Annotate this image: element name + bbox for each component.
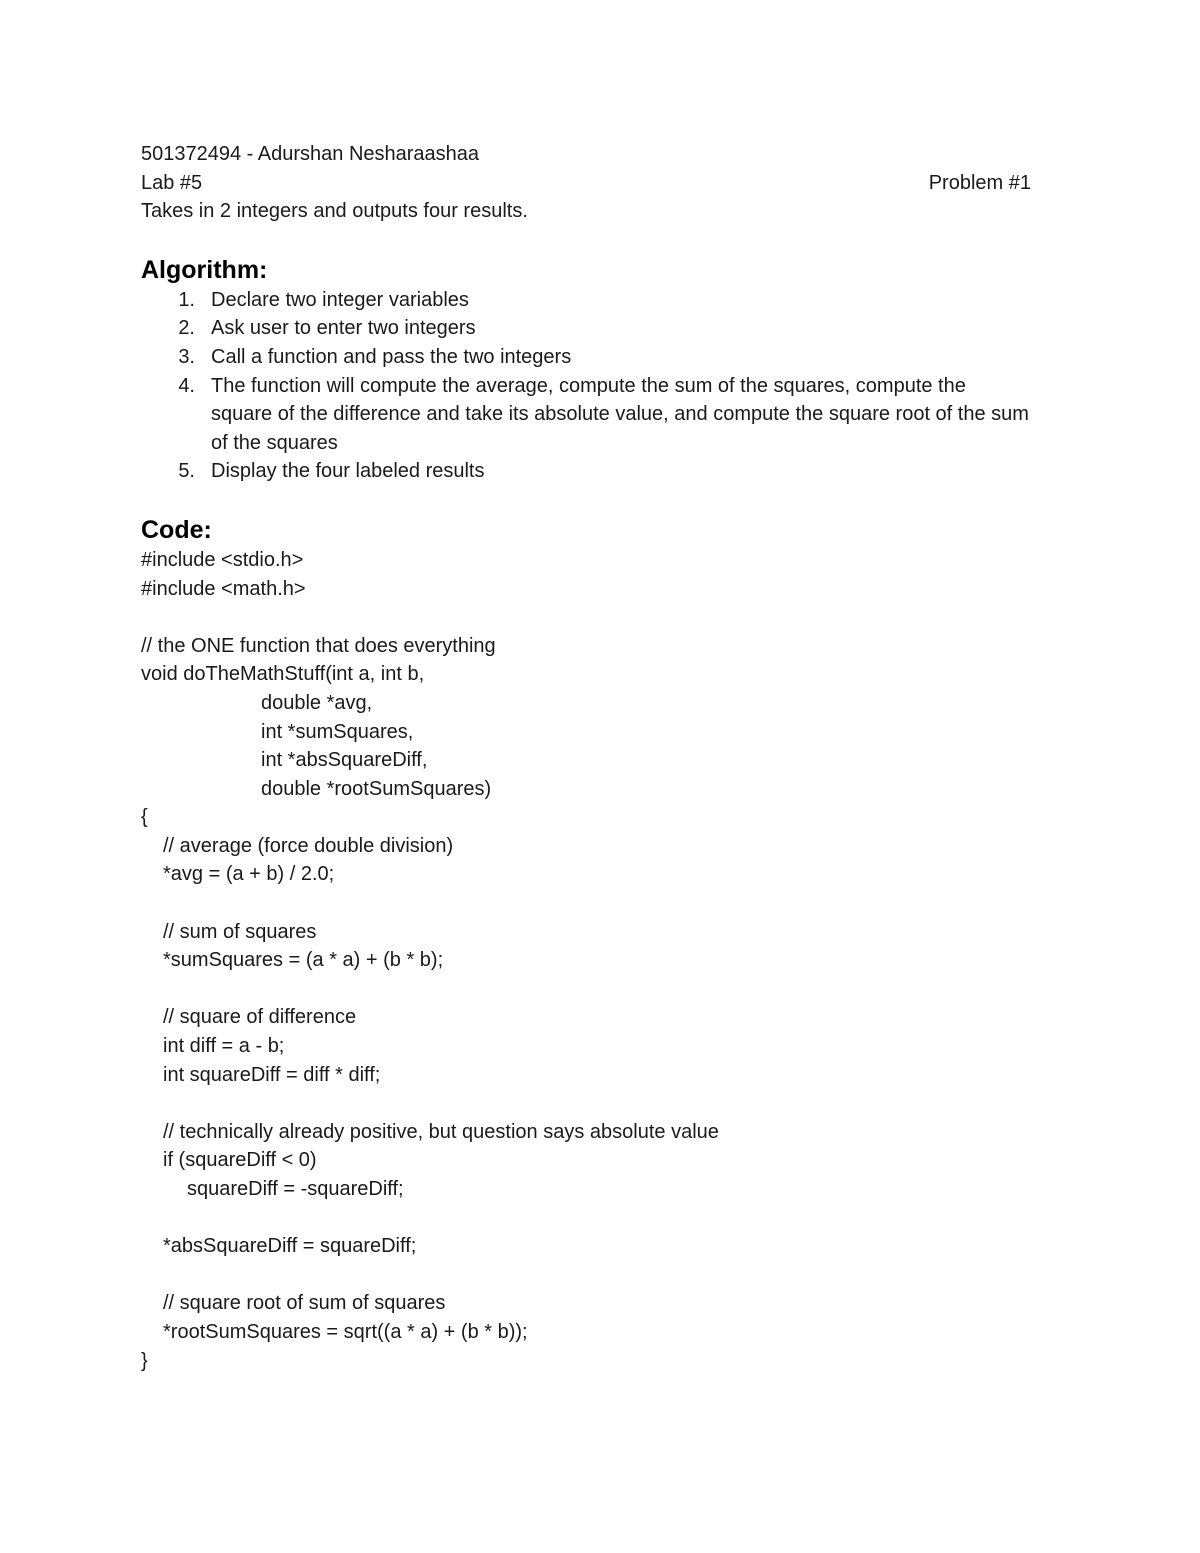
author-line: 501372494 - Adurshan Nesharaashaa [141,143,480,165]
code-line: // square of difference [163,1006,357,1029]
code-line: if (squareDiff < 0) [163,1149,317,1172]
step-number: 2. [178,317,195,340]
code-line: int diff = a - b; [163,1035,285,1058]
step-text: Display the four labeled results [211,460,485,483]
step-text: Call a function and pass the two integers [211,345,572,368]
code-line: // technically already positive, but question says absolute value [163,1120,719,1143]
document-page [141,140,1031,1375]
code-line: int squareDiff = diff * diff; [163,1063,381,1086]
code-line: int *sumSquares, [261,720,414,743]
code-line: // sum of squares [163,920,317,943]
code-line: *absSquareDiff = squareDiff; [163,1235,417,1258]
code-line: void doTheMathStuff(int a, int b, [141,663,425,686]
step-number: 3. [178,345,195,368]
code-line [141,603,1031,632]
code-line: *rootSumSquares = sqrt((a * a) + (b * b)); [163,1320,528,1343]
algorithm-step [141,314,1031,343]
step-text: Declare two integer variables [211,288,469,311]
algorithm-step [141,457,1031,486]
code-line: *avg = (a + b) / 2.0; [163,863,335,886]
program-description: Takes in 2 integers and outputs four results. [141,200,528,223]
code-line: int *absSquareDiff, [261,749,428,772]
code-line [141,1261,1031,1290]
code-line: *sumSquares = (a * a) + (b * b); [163,949,444,972]
step-text: Ask user to enter two integers [211,317,476,340]
code-line: double *avg, [261,691,373,714]
code-line [141,889,1031,918]
code-line: } [141,1349,148,1372]
algorithm-step [141,372,1031,458]
code-line: double *rootSumSquares) [261,777,492,800]
code-line: #include <stdio.h> [141,548,304,571]
algorithm-heading: Algorithm: [141,255,268,284]
step-number: 5. [178,460,195,483]
code-line: // the ONE function that does everything [141,634,496,657]
lab-number: Lab #5 [141,171,203,194]
algorithm-step [141,343,1031,372]
step-number: 4. [178,374,195,397]
algorithm-steps [141,286,1031,486]
code-line: { [141,806,148,829]
algorithm-step [141,286,1031,315]
code-line: // average (force double division) [163,834,454,857]
code-heading: Code: [141,515,212,544]
lab-problem-row [141,169,1031,198]
code-line: // square root of sum of squares [163,1292,446,1315]
code-line [141,1089,1031,1118]
code-listing [141,546,1031,1375]
code-line [141,975,1031,1004]
step-text: The function will compute the average, compute the sum of the squares, compute the square of the difference and take its absolute value, and compute the square root of the sum of the squares [211,374,1029,454]
code-line: #include <math.h> [141,577,306,600]
problem-number: Problem #1 [928,171,1031,194]
code-line: squareDiff = -squareDiff; [187,1178,404,1200]
code-line [141,1204,1031,1233]
step-number: 1. [178,288,195,311]
